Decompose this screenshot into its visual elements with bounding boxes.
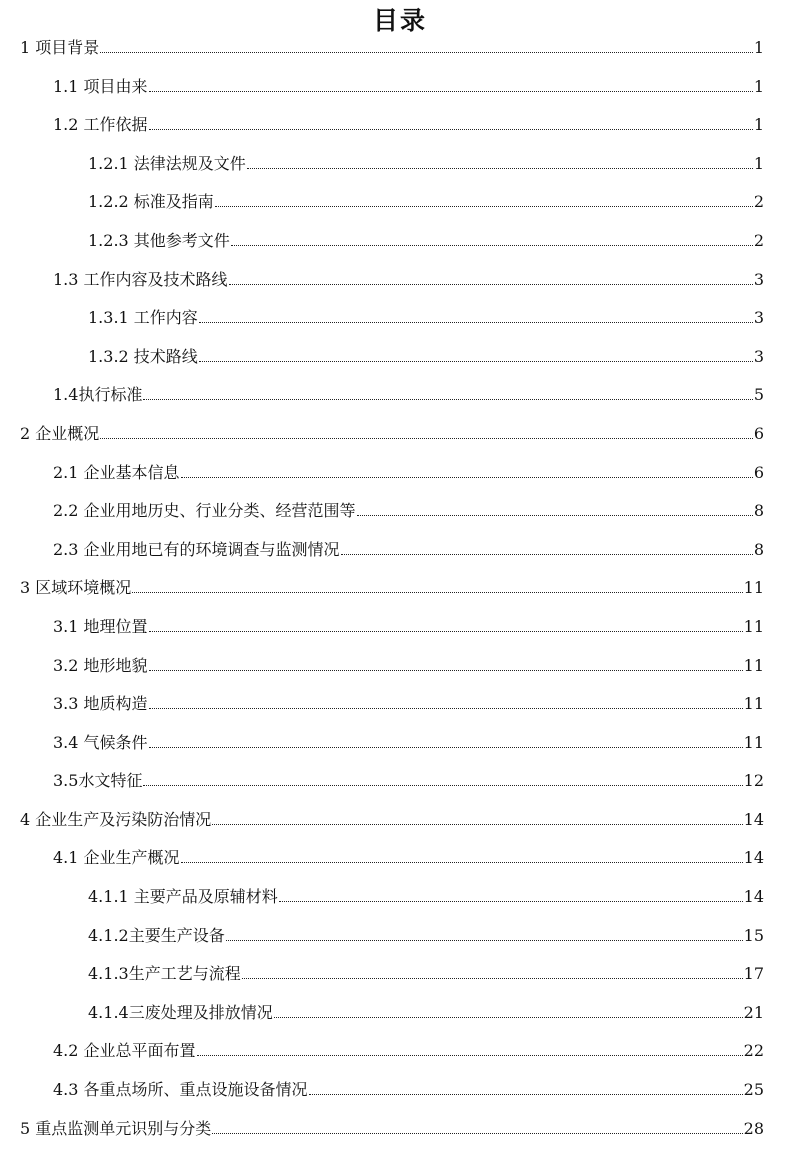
toc-entry-page-number: 17 — [743, 964, 764, 984]
toc-entry-page-number: 14 — [743, 848, 764, 868]
toc-entry[interactable] — [0, 727, 800, 766]
toc-entry-title: 4.1.2主要生产设备 — [88, 925, 225, 945]
toc-entry[interactable] — [0, 418, 800, 457]
toc-entry-title: 3.2 地形地貌 — [53, 655, 148, 675]
toc-entry-title: 1.3.1 工作内容 — [88, 308, 198, 328]
toc-entry[interactable] — [0, 186, 800, 225]
toc-entry-page-number: 3 — [753, 346, 764, 366]
dot-leader — [247, 168, 753, 169]
toc-entry[interactable] — [0, 302, 800, 341]
toc-entry-page-number: 1 — [753, 76, 764, 96]
dot-leader — [181, 477, 753, 478]
toc-entry-page-number: 6 — [753, 423, 764, 443]
toc-entry-title: 2 企业概况 — [20, 423, 100, 443]
toc-entry-title: 3.3 地质构造 — [53, 694, 148, 714]
dot-leader — [199, 361, 753, 362]
toc-entry-page-number: 22 — [743, 1041, 764, 1061]
toc-entry-title: 4.1.1 主要产品及原辅材料 — [88, 887, 278, 907]
toc-entry-title: 3.4 气候条件 — [53, 732, 148, 752]
toc-entry-title: 5 重点监测单元识别与分类 — [20, 1118, 212, 1138]
toc-entry[interactable] — [0, 341, 800, 380]
toc-entry-page-number: 11 — [743, 578, 764, 598]
toc-entry-page-number: 28 — [743, 1118, 764, 1138]
toc-entry-page-number: 12 — [743, 771, 764, 791]
toc-entry-page-number: 6 — [753, 462, 764, 482]
dot-leader — [357, 515, 753, 516]
toc-entry-title: 2.3 企业用地已有的环境调查与监测情况 — [53, 539, 340, 559]
toc-entry[interactable] — [0, 611, 800, 650]
toc-entry-page-number: 11 — [743, 655, 764, 675]
dot-leader — [226, 940, 743, 941]
toc-entry-page-number: 11 — [743, 694, 764, 714]
toc-entry[interactable] — [0, 1035, 800, 1074]
toc-entry-title: 3.5水文特征 — [53, 771, 143, 791]
toc-entry[interactable] — [0, 225, 800, 264]
toc-entry-title: 2.2 企业用地历史、行业分类、经营范围等 — [53, 501, 356, 521]
toc-entry-title: 4.3 各重点场所、重点设施设备情况 — [53, 1080, 308, 1100]
toc-entry-page-number: 11 — [743, 616, 764, 636]
toc-entry[interactable] — [0, 1074, 800, 1113]
toc-entry-page-number: 15 — [743, 925, 764, 945]
table-of-contents — [0, 32, 800, 1151]
toc-entry-page-number: 11 — [743, 732, 764, 752]
toc-entry[interactable] — [0, 804, 800, 843]
toc-entry-title: 4.1 企业生产概况 — [53, 848, 180, 868]
toc-entry-page-number: 2 — [753, 230, 764, 250]
toc-entry-title: 1.1 项目由来 — [53, 76, 148, 96]
toc-entry[interactable] — [0, 148, 800, 187]
dot-leader — [341, 554, 753, 555]
toc-entry-title: 1.2.1 法律法规及文件 — [88, 153, 246, 173]
dot-leader — [100, 52, 753, 53]
toc-entry-page-number: 25 — [743, 1080, 764, 1100]
toc-entry-page-number: 5 — [753, 385, 764, 405]
toc-entry-page-number: 14 — [743, 887, 764, 907]
toc-entry-page-number: 3 — [753, 269, 764, 289]
dot-leader — [149, 129, 753, 130]
dot-leader — [100, 438, 753, 439]
dot-leader — [197, 1055, 743, 1056]
dot-leader — [199, 322, 753, 323]
toc-entry[interactable] — [0, 842, 800, 881]
toc-entry[interactable] — [0, 997, 800, 1036]
toc-entry-title: 3 区域环境概况 — [20, 578, 132, 598]
dot-leader — [149, 670, 743, 671]
dot-leader — [242, 978, 743, 979]
toc-entry-title: 4.1.3生产工艺与流程 — [88, 964, 241, 984]
toc-entry-page-number: 2 — [753, 192, 764, 212]
toc-entry-title: 1.3.2 技术路线 — [88, 346, 198, 366]
toc-entry[interactable] — [0, 71, 800, 110]
toc-entry-title: 1 项目背景 — [20, 38, 100, 57]
dot-leader — [143, 399, 752, 400]
dot-leader — [149, 708, 743, 709]
toc-entry[interactable] — [0, 32, 800, 71]
dot-leader — [149, 747, 743, 748]
toc-entry-page-number: 3 — [753, 308, 764, 328]
toc-entry-page-number: 21 — [743, 1002, 764, 1022]
toc-entry-title: 1.2.2 标准及指南 — [88, 192, 214, 212]
toc-entry-page-number: 8 — [753, 539, 764, 559]
toc-entry[interactable] — [0, 109, 800, 148]
toc-entry[interactable] — [0, 1113, 800, 1151]
toc-entry-title: 3.1 地理位置 — [53, 616, 148, 636]
toc-entry[interactable] — [0, 379, 800, 418]
toc-entry-title: 1.2.3 其他参考文件 — [88, 230, 230, 250]
toc-entry-title: 4.1.4三废处理及排放情况 — [88, 1002, 273, 1022]
dot-leader — [229, 284, 753, 285]
toc-entry[interactable] — [0, 688, 800, 727]
dot-leader — [212, 824, 742, 825]
toc-entry-page-number: 1 — [753, 115, 764, 135]
toc-entry[interactable] — [0, 920, 800, 959]
toc-entry[interactable] — [0, 881, 800, 920]
dot-leader — [181, 862, 743, 863]
dot-leader — [143, 785, 742, 786]
toc-entry-page-number: 1 — [753, 38, 764, 57]
dot-leader — [279, 901, 743, 902]
dot-leader — [309, 1094, 743, 1095]
dot-leader — [132, 592, 742, 593]
toc-entry[interactable] — [0, 495, 800, 534]
toc-entry-title: 1.4执行标准 — [53, 385, 143, 405]
page-title: 目录 — [372, 6, 427, 35]
dot-leader — [231, 245, 753, 246]
toc-entry-page-number: 1 — [753, 153, 764, 173]
toc-entry[interactable] — [0, 958, 800, 997]
dot-leader — [274, 1017, 743, 1018]
toc-entry-page-number: 8 — [753, 501, 764, 521]
toc-entry[interactable] — [0, 264, 800, 303]
toc-entry[interactable] — [0, 765, 800, 804]
dot-leader — [149, 631, 743, 632]
dot-leader — [215, 206, 753, 207]
toc-entry-title: 1.3 工作内容及技术路线 — [53, 269, 228, 289]
toc-entry[interactable] — [0, 457, 800, 496]
toc-entry-title: 4.2 企业总平面布置 — [53, 1041, 196, 1061]
dot-leader — [149, 91, 753, 92]
dot-leader — [212, 1133, 742, 1134]
toc-entry[interactable] — [0, 650, 800, 689]
toc-entry-title: 4 企业生产及污染防治情况 — [20, 809, 212, 829]
toc-entry-title: 2.1 企业基本信息 — [53, 462, 180, 482]
toc-entry-page-number: 14 — [743, 809, 764, 829]
toc-entry-title: 1.2 工作依据 — [53, 115, 148, 135]
toc-entry[interactable] — [0, 534, 800, 573]
toc-entry[interactable] — [0, 572, 800, 611]
